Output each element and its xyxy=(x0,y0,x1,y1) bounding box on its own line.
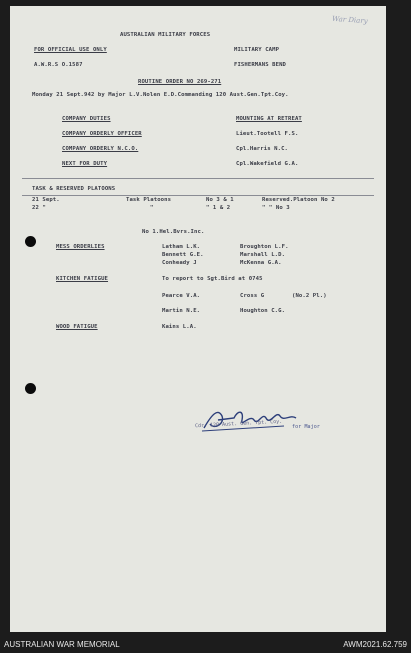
camp-label: MILITARY CAMP xyxy=(234,47,280,53)
divider xyxy=(22,195,374,196)
duty-role: COMPANY ORDERLY OFFICER xyxy=(62,131,142,137)
divider xyxy=(22,178,374,179)
duty-person: Lieut.Tootell F.S. xyxy=(236,131,299,137)
punch-hole xyxy=(25,383,36,394)
duty-role: COMPANY ORDERLY N.C.O. xyxy=(62,146,139,152)
punch-hole xyxy=(25,236,36,247)
reserved-platoon: Reserved.Platoon No 2 xyxy=(262,197,335,203)
unit-line: No 1.Hel.Bvrs.Inc. xyxy=(142,229,205,235)
kitchen-fatigue-label: KITCHEN FATIGUE xyxy=(56,276,109,282)
official-use-label: FOR OFFICIAL USE ONLY xyxy=(34,47,107,53)
duty-role: NEXT FOR DUTY xyxy=(62,161,108,167)
footer-right: AWM2021.62.759 xyxy=(343,640,407,649)
orderly-name: Broughton L.F. xyxy=(240,244,289,250)
org-heading: AUSTRALIAN MILITARY FORCES xyxy=(120,32,211,38)
orderly-name: Conheady J xyxy=(162,260,197,266)
location-label: FISHERMANS BEND xyxy=(234,62,287,68)
mess-orderlies-label: MESS ORDERLIES xyxy=(56,244,105,250)
wood-fatigue-label: WOOD FATIGUE xyxy=(56,324,98,330)
duty-person: MOUNTING AT RETREAT xyxy=(236,116,302,122)
duty-person: Cpl.Wakefield G.A. xyxy=(236,161,299,167)
fatigue-name: Houghton C.G. xyxy=(240,308,286,314)
reserved-platoon: " " No 3 xyxy=(262,205,290,211)
orderly-name: Bennett G.E. xyxy=(162,252,204,258)
order-title: ROUTINE ORDER NO 269-271 xyxy=(138,79,222,85)
handwritten-note: War Diary xyxy=(331,14,368,26)
task-platoon-label: Task Platoons xyxy=(126,197,172,203)
platoon-date: 21 Sept. xyxy=(32,197,60,203)
platoons-heading: TASK & RESERVED PLATOONS xyxy=(32,186,116,192)
fatigue-name: Pearce V.A. xyxy=(162,293,201,299)
platoon-note: (No.2 Pl.) xyxy=(292,293,327,299)
unit-stamp: Cdr. 120 Aust. Gen. Tpt. Coy. xyxy=(194,418,283,430)
reference-number: A.W.R.S O.1587 xyxy=(34,62,83,68)
fatigue-name: Martin N.E. xyxy=(162,308,201,314)
date-line: Monday 21 Sept.942 by Major L.V.Nolen E.D.Commanding 120 Aust.Gen.Tpt.Coy. xyxy=(32,92,289,98)
task-platoon-label: " xyxy=(150,205,154,211)
document-page xyxy=(10,6,386,632)
platoon-date: 22 " xyxy=(32,205,46,211)
task-platoon-value: No 3 & 1 xyxy=(206,197,234,203)
kitchen-instruction: To report to Sgt.Bird at 0745 xyxy=(162,276,263,282)
footer-left: AUSTRALIAN WAR MEMORIAL xyxy=(4,640,120,649)
fatigue-name: Kains L.A. xyxy=(162,324,197,330)
orderly-name: McKenna G.A. xyxy=(240,260,282,266)
duty-person: Cpl.Harris N.C. xyxy=(236,146,289,152)
orderly-name: Marshall L.D. xyxy=(240,252,286,258)
orderly-name: Latham L.K. xyxy=(162,244,201,250)
fatigue-name: Cross G xyxy=(240,293,265,299)
task-platoon-value: " 1 & 2 xyxy=(206,205,231,211)
duty-role: COMPANY DUTIES xyxy=(62,116,111,122)
signature-for: for Major xyxy=(292,424,320,430)
